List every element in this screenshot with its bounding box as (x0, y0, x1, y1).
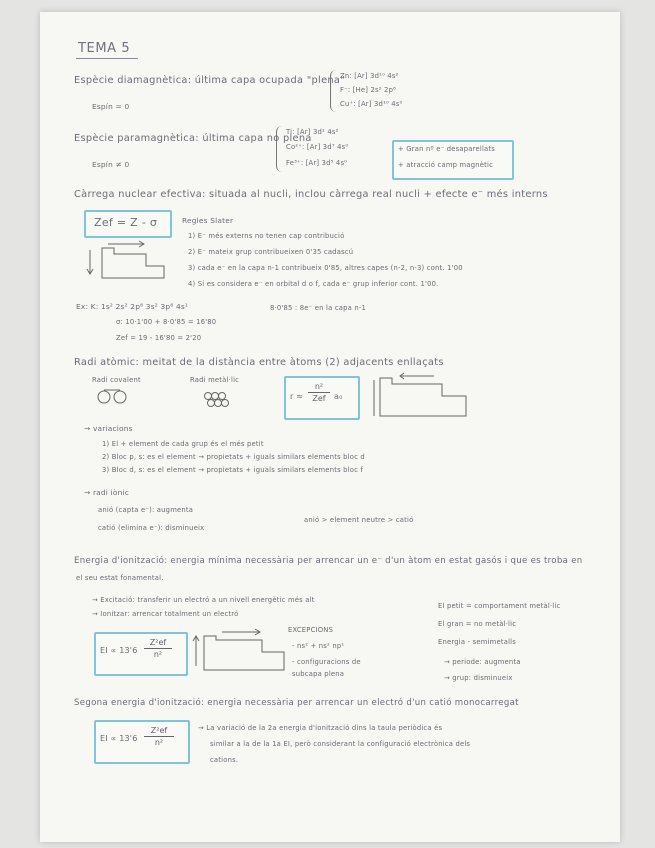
ionization-fraction (144, 638, 172, 659)
second-ionization-desc: similar a la de la 1a EI, però considerant la configuració electrònica dels (210, 740, 471, 748)
ionization-lhs: EI ∝ 13'6 (100, 646, 138, 655)
ionization-trend-sketch (192, 626, 296, 678)
para-note: + Gran nº e⁻ desaparellats (398, 145, 496, 153)
anion-rule: anió (capta e⁻): augmenta (98, 506, 194, 514)
covalent-atoms-sketch (94, 388, 134, 406)
second-ionization-denominator: n² (154, 738, 164, 747)
slater-title: Regles Slater (182, 216, 234, 225)
second-ionization-heading: Segona energia d'ionització: energia necessària per arrencar un electró d'un catió monocarregat (74, 698, 519, 708)
brace (330, 70, 337, 112)
radius-denominator: Zef (312, 394, 326, 403)
diamagnetic-heading: Espècie diamagnètica: última capa ocupada "plena" (74, 75, 346, 86)
example-note: 8·0'85 : 8e⁻ en la capa n-1 (270, 304, 367, 312)
variation-item: 3) Bloc d, s: es el element → propietats + iguals similars elements bloc f (102, 466, 364, 474)
radius-lhs: r ≈ (290, 392, 304, 401)
periodic-table-sketch (84, 240, 174, 284)
variations-title: → variacions (84, 424, 133, 433)
para-item: Ti: [Ar] 3d² 4s² (286, 128, 339, 136)
brace (276, 126, 283, 172)
ionization-heading-cont: el seu estat fonamental. (76, 574, 164, 582)
exception-item: - ns² + ns² np¹ (292, 642, 345, 650)
para-note: + atracció camp magnètic (398, 161, 494, 169)
sigma-calc: σ: 10·1'00 + 8·0'85 = 16'80 (116, 318, 217, 326)
second-ionization-numerator: Z²ef (150, 726, 168, 735)
ionization-heading: Energia d'ionització: energia mínima necessària per arrencar un e⁻ d'un àtom en estat gasós i que es troba en (74, 556, 583, 566)
fraction-bar (144, 648, 172, 649)
dia-item: Zn: [Ar] 3d¹⁰ 4s² (340, 72, 399, 80)
slater-rule: 4) Si es considera e⁻ en orbital d o f, cada e⁻ grup inferior cont. 1'00. (188, 280, 439, 288)
radius-trend-sketch (370, 372, 474, 424)
ionization-numerator: Z²ef (149, 638, 167, 647)
title-underline (76, 58, 138, 59)
second-ionization-lhs: EI ∝ 13'6 (100, 734, 138, 743)
slater-rule: 2) E⁻ mateix grup contribueixen 0'35 cadascú (188, 248, 354, 256)
cation-rule: catió (elimina e⁻): disminueix (98, 524, 205, 532)
slater-rule: 1) E⁻ més externs no tenen cap contribució (188, 232, 345, 240)
variation-item: 2) Bloc p, s: es el element → propietats + iguals similars elements bloc d (102, 453, 365, 461)
slater-rule: 3) cada e⁻ en la capa n-1 contribueix 0'85, altres capes (n-2, n-3) cont. 1'00 (188, 264, 463, 272)
exceptions-title: EXCEPCIONS (288, 626, 334, 634)
radius-numerator: n² (314, 382, 324, 391)
notebook-page (40, 12, 620, 842)
trend-note: El gran = no metàl·lic (438, 620, 517, 628)
ionic-radius-title: → radi iònic (84, 488, 129, 497)
example-config: Ex: K: 1s² 2s² 2p⁶ 3s² 3p⁶ 4s¹ (76, 302, 189, 311)
ionization-denominator: n² (153, 650, 163, 659)
fraction-bar (144, 736, 174, 737)
radius-heading: Radi atòmic: meitat de la distància entre àtoms (2) adjacents enllaçats (74, 357, 444, 368)
second-ionization-fraction (144, 726, 174, 747)
page-title: TEMA 5 (78, 41, 131, 56)
second-ionization-desc: → La variació de la 2a energia d'ionització dins la taula periòdica és (198, 724, 443, 732)
excitation-def: → Excitació: transferir un electró a un nivell energètic més alt (92, 596, 315, 604)
ionize-def: → Ionitzar: arrencar totalment un electró (92, 610, 239, 618)
spin-zero: Espín = 0 (92, 102, 130, 111)
para-item: Fe³⁺: [Ar] 3d⁵ 4s⁰ (286, 159, 348, 167)
spin-nonzero: Espín ≠ 0 (92, 160, 130, 169)
trend-note: → periode: augmenta (444, 658, 521, 666)
dia-item: F⁻: [He] 2s² 2p⁶ (340, 86, 397, 94)
covalent-label: Radi covalent (92, 376, 141, 384)
metallic-label: Radi metàl·lic (190, 376, 240, 384)
zef-formula: Zef = Z - σ (94, 216, 158, 229)
exception-item: - configuracions de (292, 658, 361, 666)
variation-item: 1) El + element de cada grup és el més petit (102, 440, 264, 448)
radius-rhs: a₀ (334, 392, 343, 401)
dia-item: Cu⁺: [Ar] 3d¹⁰ 4s⁰ (340, 100, 403, 108)
trend-note: El petit = comportament metàl·lic (438, 602, 561, 610)
exception-item: subcapa plena (292, 670, 345, 678)
paramagnetic-heading: Espècie paramagnètica: última capa no plena (74, 133, 312, 144)
trend-note: Energia - semimetalls (438, 638, 516, 646)
radius-fraction (308, 382, 330, 403)
zef-heading: Càrrega nuclear efectiva: situada al nucli, inclou càrrega real nucli + efecte e⁻ més interns (74, 189, 548, 200)
second-ionization-desc: cations. (210, 756, 239, 764)
zef-calc: Zef = 19 - 16'80 = 2'20 (116, 334, 202, 342)
metallic-atoms-sketch (200, 388, 234, 412)
fraction-bar (308, 392, 330, 393)
trend-note: → grup: disminueix (444, 674, 513, 682)
para-item: Co²⁺: [Ar] 3d⁷ 4s⁰ (286, 143, 349, 151)
ion-size-order: anió > element neutre > catió (304, 516, 414, 524)
